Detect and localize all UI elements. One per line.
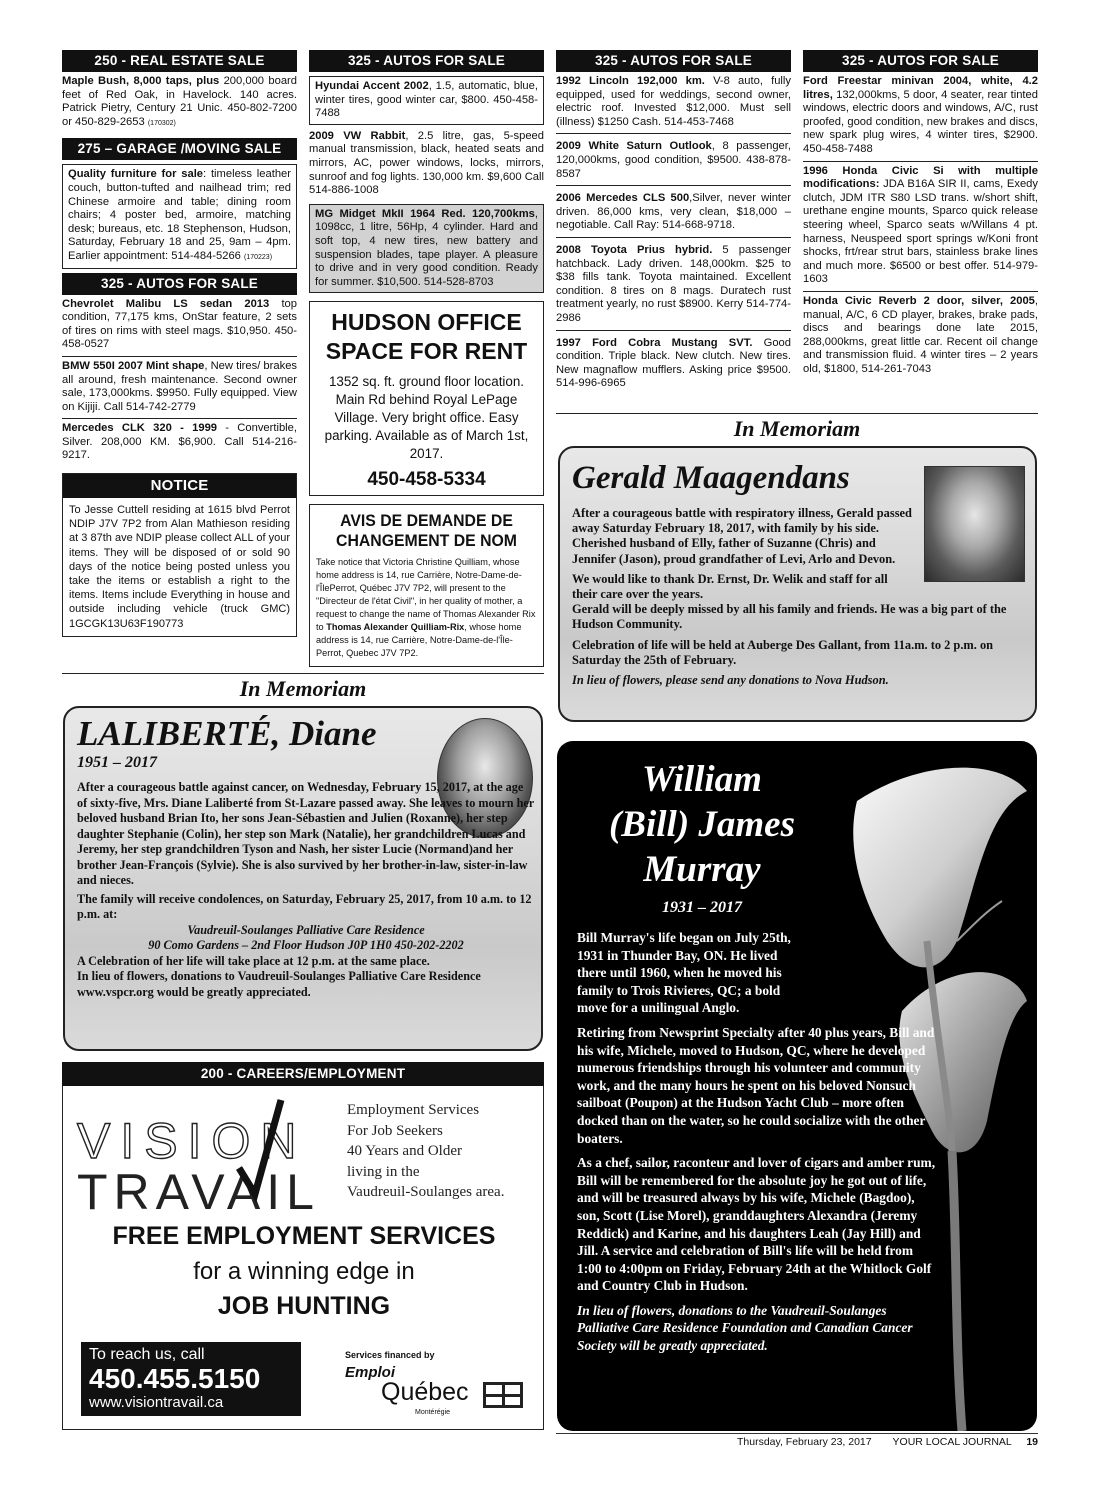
office-rent-ad (309, 301, 544, 496)
classified-ad: Chevrolet Malibu LS sedan 2013 top condition, 77,175 kms, OnStar feature, 2 sets of tires on rims with steel mags. $10,950. 450-458-0527 (62, 295, 297, 357)
column-4 (803, 50, 1038, 380)
real-estate-header: 250 - REAL ESTATE SALE (62, 50, 297, 72)
office-body: 1352 sq. ft. ground floor location. Main Rd behind Royal LePage Village. Very bright office. Easy parking. Available as of March 1st, 2017. (324, 374, 529, 462)
free-services-text: FREE EMPLOYMENT SERVICES (112, 1222, 496, 1250)
footer-paper: YOUR LOCAL JOURNAL (892, 1436, 1012, 1448)
gerald-name: Gerald Maagendans (572, 460, 850, 496)
column-3 (556, 50, 791, 395)
garage-ad: Quality furniture for sale: timeless leather couch, button-tufted and nailhead trim; red Chinese armoire and table; dining room chairs; 4 poster bed, armoire, matching desk; bureaus, etc. 18 Stephenson, Hudson, Saturday, February 18 and 25, 9am – 4pm. Earlier appointment: 514-484-5266 (170223) (62, 164, 297, 268)
avis-body: Take notice that Victoria Christine Quilliam, whose home address is 14, rue Carrière, Notre-Dame-de-l'ÎlePerrot, Québec J7V 7P2, will present to the "Directeur de l'état Civil", in her quality of mother, a request to change the name of Thomas Alexander Rix to Thomas Alexander Quilliam-Rix, whose home address is 14, rue Carrière, Notre-Dame-de-l'Île-Perrot, Quebec J7V 7P2. (316, 557, 536, 659)
footer (556, 1436, 1038, 1448)
office-phone: 450-458-5334 (367, 469, 486, 491)
classified-ad: 2006 Mercedes CLS 500,Silver, never winter driven. 86,000 kms, very clean, $18,000 – negotiable. Call Ray: 514-668-9718. (556, 186, 791, 238)
notice-header: NOTICE (63, 474, 296, 498)
contact-website: www.visiontravail.ca (89, 1394, 224, 1411)
financed-by: Services financed by (345, 1350, 435, 1360)
office-title: HUDSON OFFICE SPACE FOR RENT (325, 309, 528, 365)
autos-header-4: 325 - AUTOS FOR SALE (803, 50, 1038, 72)
notice-box (62, 473, 297, 637)
quebec-logo-text: Québec (381, 1378, 469, 1406)
diane-years: 1951 – 2017 (77, 754, 157, 771)
vision-tagline: Employment Services For Job Seekers 40 Years and Older living in the Vaudreuil-Soulanges area. (347, 1102, 505, 1200)
monteregie-text: Montérégie (415, 1409, 451, 1416)
classified-ad: 1996 Honda Civic Si with multiple modifications: JDA B16A SIR II, cams, Exedy clutch, JDM ITR S80 LSD trans. w/short shift, urethane engine mounts, Sparco quick release steering wheel, Sparco seats w/Willans 4 pt. harness, Neuspeed sport springs w/Koni front shocks, frt/rear strut bars, stainless brake lines and much more. $6500 or best offer. 514-979-1603 (803, 162, 1038, 292)
classified-ad-highlight: MG Midget MkII 1964 Red. 120,700kms, 1098cc, 1 litre, 56Hp, 4 cylinder. Hard and soft top, 4 new tires, new battery and suspension blades, tape player. A pleasure to drive and in very good condition. Ready for summer. $10,500. 514-528-8703 (309, 204, 544, 294)
vision-travail-ad (62, 1086, 544, 1430)
contact-box: To reach us, call 450.455.5150 www.visiontravail.ca (81, 1342, 301, 1416)
classified-ad: 2009 White Saturn Outlook, 8 passenger, 120,000kms, good condition, $9500. 438-878-8587 (556, 134, 791, 186)
emploi-logo-text: Emploi (345, 1364, 396, 1381)
notice-text: To Jesse Cuttell residing at 1615 blvd Perrot NDIP J7V 7P2 from Alan Mathieson residing at 3 87th ave NDIP please collect ALL of your items. They will be disposed of or sold 90 days of the notice being posted unless you take the items or establish a right to the items. Items include Everything in house and outside including vehicle (truck GMC) 1GCGK13U63F190773 (69, 504, 290, 630)
winning-edge-text: for a winning edge in (193, 1258, 415, 1285)
autos-header-2: 325 - AUTOS FOR SALE (309, 50, 544, 72)
quebec-flag-icon (483, 1382, 523, 1408)
real-estate-ad: Maple Bush, 8,000 taps, plus 200,000 board feet of Red Oak, in Havelock. 140 acres. Patrick Pietry, Century 21 Unic. 450-802-7200 or 450-829-2653 (170302) (62, 75, 297, 128)
classified-ad: Mercedes CLK 320 - 1999 - Convertible, Silver. 208,000 KM. $6,900. Call 514-216-9217. (62, 422, 297, 462)
classified-ad: 2008 Toyota Prius hybrid. 5 passenger hatchback. Lady driven. 148,000km. $25 to $38 fills tank. Toyota maintained. Excellent condition. 8 tires on 8 mags. Duratech rust treatment yearly, no rust $8900. Kerry 514-774-2986 (556, 238, 791, 331)
gerald-text: After a courageous battle with respiratory illness, Gerald passed away Saturday February 18, 2017, with family by his side. Cherished husband of Elly, father of Suzanne (Chris) and Jennifer (Jason), proud grandfather of Levi, Arlo and Devon. We would like to thank Dr. Ernst, Dr. Welik and staff for all their care over the years. Gerald will be deeply missed by all his family and friends. He was a big part of the Hudson Community. Celebration of life will be held at Auberge Des Gallant, from 11a.m. to 2 p.m. on Saturday the 25th of February. In lieu of flowers, please send any donations to Nova Hudson. (572, 506, 1007, 688)
classified-ad: 1992 Lincoln 192,000 km. V-8 auto, fully equipped, used for weddings, second owner, electric roof. Invested $12,000. Must sell (illness) $1250 Cash. 514-453-7468 (556, 72, 791, 134)
memoriam-label-left: In Memoriam (239, 676, 367, 701)
william-years: 1931 – 2017 (662, 899, 742, 916)
footer-date: Thursday, February 23, 2017 (736, 1436, 872, 1448)
classified-ad: BMW 550I 2007 Mint shape, New tires/ brakes all around, fresh maintenance. Second owner sale, 173,000kms. $9950. Fully equipped. View on Kijiji. Call 514-742-2779 (62, 357, 297, 419)
vision-logo: VISION TRAVAIL (77, 1116, 347, 1218)
job-hunting-text: JOB HUNTING (217, 1292, 391, 1320)
memoriam-divider-right (556, 413, 1038, 414)
contact-phone: 450.455.5150 (89, 1363, 261, 1394)
diane-text: After a courageous battle against cancer, on Wednesday, February 15, 2017, at the age of sixty-five, Mrs. Diane Laliberté from St-Lazare passed away. She leaves to mourn her beloved husband Brian Ito, her sons Jean-Sébastien and Julien (Roxanne), her step daughter Stephanie (Colin), her step son Mark (Natalie), her grandchildren Lucas and Jeremy, her step grandchildren Tyson and Nash, her sister Lucie (Normand)and her brother Jean-François (Sylvie). She is also survived by her brother-in-law, sister-in-law and nieces. The family will receive condolences, on Saturday, February 25, 2017, from 10 a.m. to 12 p.m. at: Vaudreuil-Soulanges Palliative Care Residence 90 Como Gardens – 2nd Floor Hudson J0P 1H0 450-202-2202 A Celebration of her life will take place at 12 p.m. at the same place. In lieu of flowers, donations to Vaudreuil-Soulanges Palliative Care Residence www.vspcr.org would be greatly appreciated. (77, 780, 534, 999)
footer-page: 19 (1026, 1436, 1038, 1448)
column-1 (62, 50, 297, 637)
memoriam-divider-left (62, 673, 544, 674)
gerald-memorial-card (558, 446, 1037, 722)
memoriam-label-right: In Memoriam (733, 416, 861, 441)
footer-rule (556, 1433, 1038, 1434)
classified-ad: Honda Civic Reverb 2 door, silver, 2005, manual, A/C, 6 CD player, brakes, brake pads, discs and bearings done late 2015, 288,000kms, great little car. Recent oil change and transmission fluid. 4 winter tires – 2 years old, $1800, 514-261-7043 (803, 294, 1038, 375)
william-text: Bill Murray's life began on July 25th, 1931 in Thunder Bay, ON. He lived there until 1960, when he moved his family to Trois Rivieres, QC; a bold move for a unilingual Anglo. Retiring from Newsprint Specialty after 40 plus years, Bill and his wife, Michele, moved to Hudson, QC, where he developed numerous friendships through his volunteer and community work, and the many hours he spent on his beloved Nonsuch sailboat (Poupon) at the Hudson Yacht Club – more often docked than on the water, so he could socialize with the other boaters. As a chef, sailor, raconteur and lover of cigars and amber rum, Bill will be remembered for the absolute joy he got out of life, and will be treasured always by his wife, Michele (Bagdoo), son, Scott (Lise Morel), granddaughters Alexandra (Jeremy Reddick) and Karine, and his daughters Leah (Jay Hill) and Jill. A service and celebration of Bill's life will be held from 1:00 to 4:00pm on Friday, February 24th at the Whitlock Golf and Country Club in Hudson. In lieu of flowers, donations to the Vaudreuil-Soulanges Palliative Care Residence Foundation and Canadian Cancer Society will be greatly appreciated. (577, 930, 936, 1354)
column-2 (309, 50, 544, 667)
avis-title: AVIS DE DEMANDE DE CHANGEMENT DE NOM (336, 511, 517, 551)
diane-memorial-card (63, 706, 543, 1051)
classified-ad: 2009 VW Rabbit, 2.5 litre, gas, 5-speed manual transmission, black, heated seats and mirrors, AC, power windows, locks, mirrors, sunroof and fog lights. 130,000 km. $9,600 Call 514-886-1008 (309, 129, 544, 197)
william-memorial-card (557, 741, 1037, 1431)
classified-ad: Ford Freestar minivan 2004, white, 4.2 litres, 132,000kms, 5 door, 4 seater, rear tinted windows, electric doors and windows, A/C, rust proofed, good condition, new brakes and discs, new spark plug wires, 4 winter tires, $2900. 450-458-7488 (803, 72, 1038, 162)
classified-ad: 1997 Ford Cobra Mustang SVT. Good condition. Triple black. New clutch. New tires. New magnaflow mufflers. Asking price $9500. 514-996-6965 (556, 336, 791, 390)
careers-header: 200 - CAREERS/EMPLOYMENT (62, 1062, 544, 1086)
classified-ad: Hyundai Accent 2002, 1.5, automatic, blue, winter tires, good winter car, $800. 450-458-7488 (309, 76, 544, 125)
checkmark-icon (227, 1096, 287, 1206)
autos-header-1: 325 - AUTOS FOR SALE (62, 273, 297, 295)
garage-header: 275 – GARAGE /MOVING SALE (62, 138, 297, 160)
autos-header-3: 325 - AUTOS FOR SALE (556, 50, 791, 72)
name-change-notice (309, 504, 544, 667)
william-name: William (Bill) James Murray (608, 759, 795, 890)
diane-name: LALIBERTÉ, Diane (77, 714, 377, 753)
